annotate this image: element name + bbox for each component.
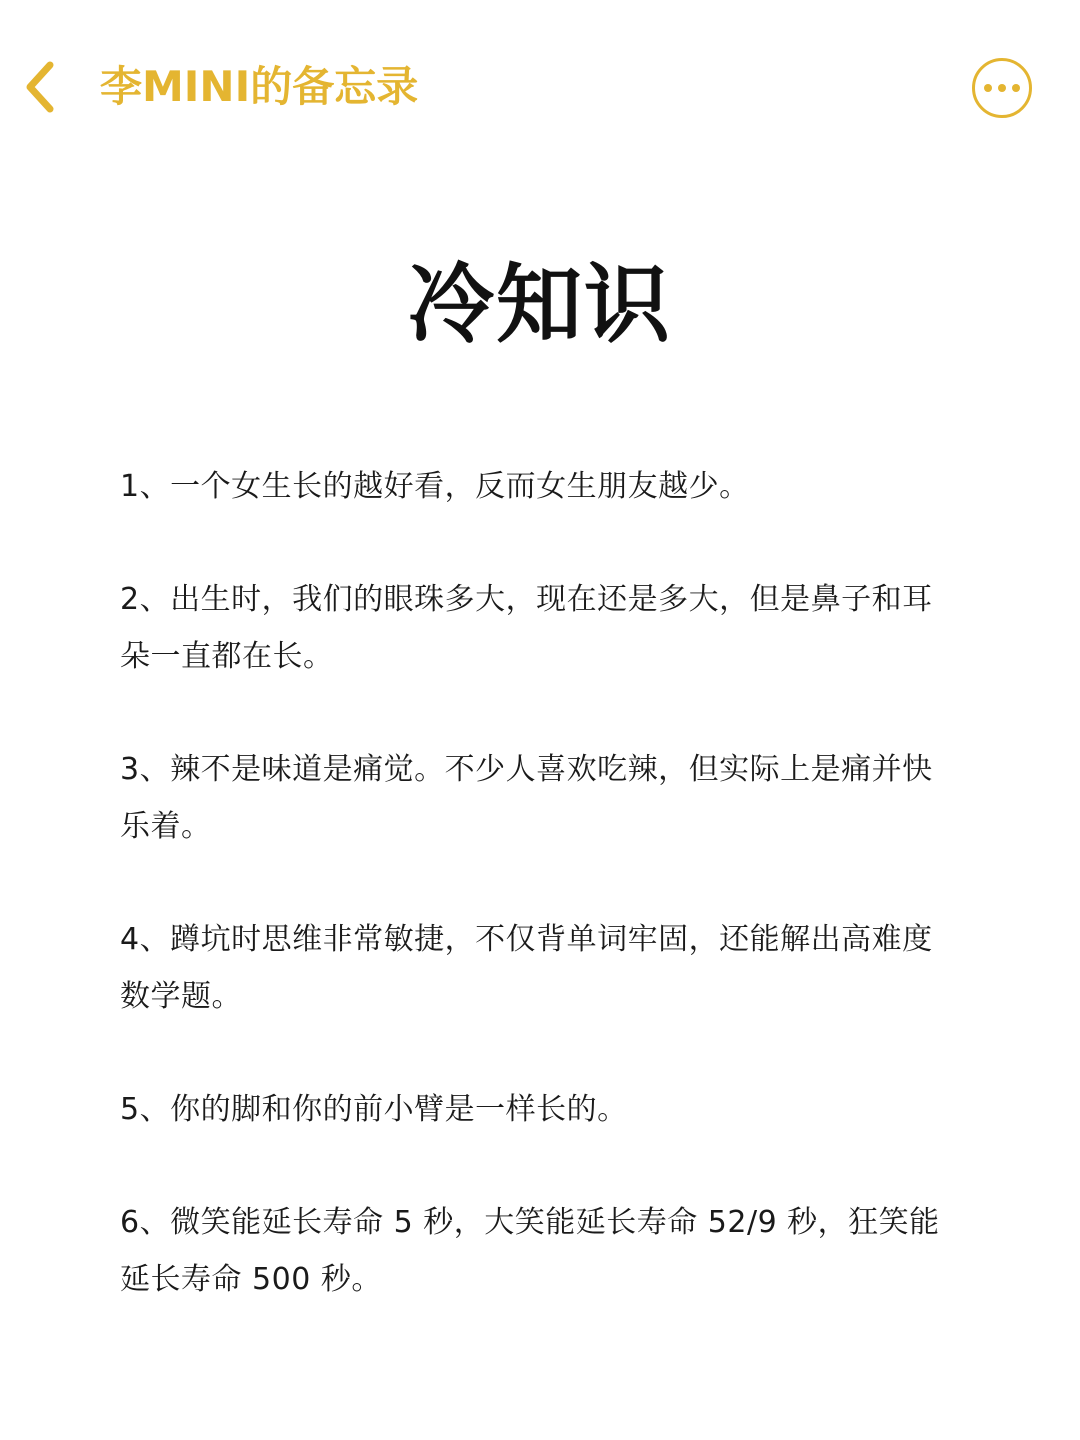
list-item: 5、你的脚和你的前小臂是一样长的。 xyxy=(120,1092,628,1127)
list-item: 4、蹲坑时思维非常敏捷，不仅背单词牢固，还能解出高难度数学题。 xyxy=(120,922,933,1014)
note-title: 冷知识 xyxy=(408,255,672,355)
navigation-bar xyxy=(0,0,1080,175)
list-item: 3、辣不是味道是痛觉。不少人喜欢吃辣，但实际上是痛并快乐着。 xyxy=(120,752,933,844)
list-item: 2、出生时，我们的眼珠多大，现在还是多大，但是鼻子和耳朵一直都在长。 xyxy=(120,582,933,674)
list-item: 1、一个女生长的越好看，反而女生朋友越少。 xyxy=(120,469,750,504)
more-horizontal-icon xyxy=(1012,84,1020,92)
more-button[interactable] xyxy=(972,58,1032,118)
chevron-left-icon xyxy=(22,59,58,115)
back-button[interactable] xyxy=(18,56,62,118)
more-horizontal-icon xyxy=(984,84,992,92)
notes-folder-title[interactable]: 李MINI的备忘录 xyxy=(100,62,419,111)
more-horizontal-icon xyxy=(998,84,1006,92)
list-item: 6、微笑能延长寿命 5 秒，大笑能延长寿命 52/9 秒，狂笑能延长寿命 500 秒。 xyxy=(120,1205,940,1297)
note-body xyxy=(120,458,960,1364)
